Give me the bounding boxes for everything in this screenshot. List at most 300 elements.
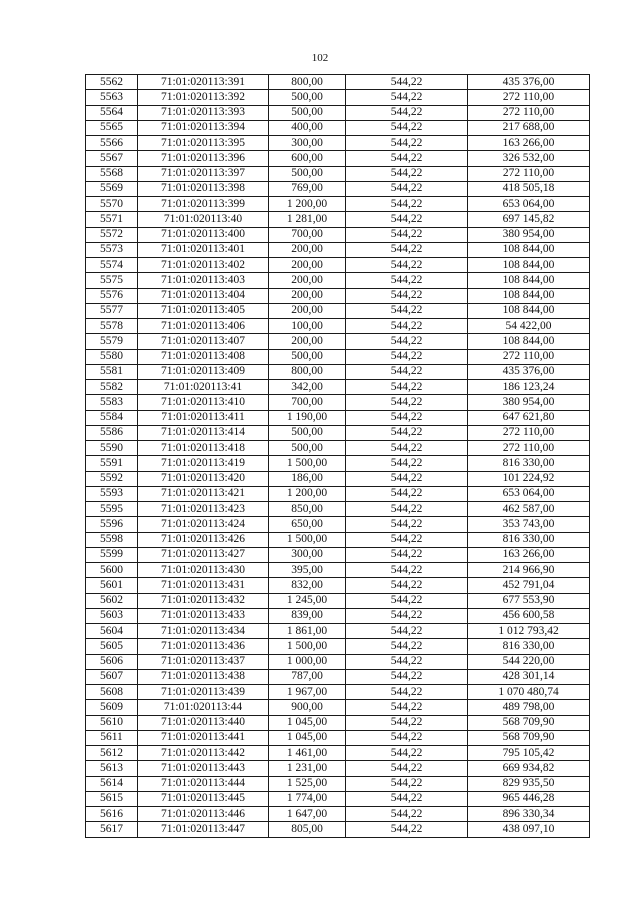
cadastral-value-cell: 54 422,00 (468, 319, 590, 334)
unit-value-cell: 544,22 (346, 166, 468, 181)
unit-value-cell: 544,22 (346, 624, 468, 639)
row-number-cell: 5614 (86, 776, 138, 791)
table-row (86, 181, 590, 196)
unit-value-cell: 544,22 (346, 212, 468, 227)
cadastral-value-cell: 380 954,00 (468, 227, 590, 242)
cadastral-value-cell: 438 097,10 (468, 822, 590, 837)
cadastral-value-cell: 653 064,00 (468, 486, 590, 501)
unit-value-cell: 544,22 (346, 654, 468, 669)
table-body (86, 75, 590, 838)
cadastral-value-cell: 816 330,00 (468, 532, 590, 547)
area-cell: 186,00 (269, 471, 346, 486)
unit-value-cell: 544,22 (346, 822, 468, 837)
area-cell: 500,00 (269, 425, 346, 440)
cadastral-number-cell: 71:01:020113:418 (138, 441, 269, 456)
unit-value-cell: 544,22 (346, 258, 468, 273)
cadastral-value-cell: 418 505,18 (468, 181, 590, 196)
cadastral-number-cell: 71:01:020113:391 (138, 75, 269, 90)
row-number-cell: 5602 (86, 593, 138, 608)
unit-value-cell: 544,22 (346, 90, 468, 105)
cadastral-number-cell: 71:01:020113:423 (138, 502, 269, 517)
table-row (86, 791, 590, 806)
row-number-cell: 5572 (86, 227, 138, 242)
cadastral-value-cell: 816 330,00 (468, 456, 590, 471)
row-number-cell: 5576 (86, 288, 138, 303)
cadastral-number-cell: 71:01:020113:433 (138, 608, 269, 623)
cadastral-value-cell: 1 012 793,42 (468, 624, 590, 639)
unit-value-cell: 544,22 (346, 75, 468, 90)
area-cell: 500,00 (269, 349, 346, 364)
cadastral-value-cell: 568 709,90 (468, 730, 590, 745)
table-row (86, 822, 590, 837)
area-cell: 1 525,00 (269, 776, 346, 791)
area-cell: 1 500,00 (269, 639, 346, 654)
area-cell: 395,00 (269, 563, 346, 578)
area-cell: 200,00 (269, 288, 346, 303)
cadastral-number-cell: 71:01:020113:426 (138, 532, 269, 547)
cadastral-value-cell: 108 844,00 (468, 258, 590, 273)
table-row (86, 730, 590, 745)
area-cell: 1 245,00 (269, 593, 346, 608)
table-row (86, 319, 590, 334)
table-row (86, 669, 590, 684)
area-cell: 1 647,00 (269, 807, 346, 822)
row-number-cell: 5565 (86, 120, 138, 135)
table-row (86, 639, 590, 654)
unit-value-cell: 544,22 (346, 700, 468, 715)
cadastral-number-cell: 71:01:020113:393 (138, 105, 269, 120)
area-cell: 500,00 (269, 166, 346, 181)
unit-value-cell: 544,22 (346, 425, 468, 440)
cadastral-value-cell: 163 266,00 (468, 547, 590, 562)
cadastral-number-cell: 71:01:020113:409 (138, 364, 269, 379)
table-row (86, 486, 590, 501)
row-number-cell: 5592 (86, 471, 138, 486)
row-number-cell: 5607 (86, 669, 138, 684)
row-number-cell: 5570 (86, 197, 138, 212)
row-number-cell: 5603 (86, 608, 138, 623)
cadastral-value-cell: 456 600,58 (468, 608, 590, 623)
row-number-cell: 5616 (86, 807, 138, 822)
unit-value-cell: 544,22 (346, 791, 468, 806)
unit-value-cell: 544,22 (346, 105, 468, 120)
cadastral-number-cell: 71:01:020113:406 (138, 319, 269, 334)
row-number-cell: 5601 (86, 578, 138, 593)
cadastral-value-cell: 653 064,00 (468, 197, 590, 212)
unit-value-cell: 544,22 (346, 730, 468, 745)
unit-value-cell: 544,22 (346, 578, 468, 593)
area-cell: 1 967,00 (269, 685, 346, 700)
cadastral-number-cell: 71:01:020113:441 (138, 730, 269, 745)
row-number-cell: 5611 (86, 730, 138, 745)
row-number-cell: 5596 (86, 517, 138, 532)
row-number-cell: 5562 (86, 75, 138, 90)
area-cell: 200,00 (269, 242, 346, 257)
cadastral-number-cell: 71:01:020113:439 (138, 685, 269, 700)
cadastral-value-cell: 462 587,00 (468, 502, 590, 517)
row-number-cell: 5568 (86, 166, 138, 181)
area-cell: 900,00 (269, 700, 346, 715)
row-number-cell: 5575 (86, 273, 138, 288)
cadastral-value-cell: 435 376,00 (468, 75, 590, 90)
table-row (86, 288, 590, 303)
cadastral-number-cell: 71:01:020113:436 (138, 639, 269, 654)
unit-value-cell: 544,22 (346, 715, 468, 730)
area-cell: 300,00 (269, 547, 346, 562)
unit-value-cell: 544,22 (346, 395, 468, 410)
cadastral-number-cell: 71:01:020113:443 (138, 761, 269, 776)
area-cell: 200,00 (269, 303, 346, 318)
cadastral-value-cell: 428 301,14 (468, 669, 590, 684)
area-cell: 342,00 (269, 380, 346, 395)
cadastral-number-cell: 71:01:020113:432 (138, 593, 269, 608)
cadastral-number-cell: 71:01:020113:420 (138, 471, 269, 486)
cadastral-value-cell: 816 330,00 (468, 639, 590, 654)
cadastral-value-cell: 163 266,00 (468, 136, 590, 151)
table-row (86, 776, 590, 791)
area-cell: 1 200,00 (269, 486, 346, 501)
row-number-cell: 5591 (86, 456, 138, 471)
unit-value-cell: 544,22 (346, 364, 468, 379)
cadastral-number-cell: 71:01:020113:411 (138, 410, 269, 425)
row-number-cell: 5609 (86, 700, 138, 715)
cadastral-number-cell: 71:01:020113:401 (138, 242, 269, 257)
area-cell: 1 774,00 (269, 791, 346, 806)
row-number-cell: 5584 (86, 410, 138, 425)
area-cell: 787,00 (269, 669, 346, 684)
row-number-cell: 5566 (86, 136, 138, 151)
cadastral-value-cell: 544 220,00 (468, 654, 590, 669)
unit-value-cell: 544,22 (346, 242, 468, 257)
table-row (86, 75, 590, 90)
cadastral-value-cell: 108 844,00 (468, 242, 590, 257)
cadastral-number-cell: 71:01:020113:397 (138, 166, 269, 181)
cadastral-number-cell: 71:01:020113:414 (138, 425, 269, 440)
cadastral-value-cell: 380 954,00 (468, 395, 590, 410)
area-cell: 200,00 (269, 334, 346, 349)
cadastral-value-cell: 272 110,00 (468, 425, 590, 440)
unit-value-cell: 544,22 (346, 807, 468, 822)
cadastral-number-cell: 71:01:020113:445 (138, 791, 269, 806)
table-row (86, 761, 590, 776)
cadastral-number-cell: 71:01:020113:44 (138, 700, 269, 715)
table-row (86, 395, 590, 410)
row-number-cell: 5615 (86, 791, 138, 806)
table-row (86, 517, 590, 532)
unit-value-cell: 544,22 (346, 288, 468, 303)
area-cell: 650,00 (269, 517, 346, 532)
table-row (86, 608, 590, 623)
area-cell: 1 861,00 (269, 624, 346, 639)
table-row (86, 410, 590, 425)
unit-value-cell: 544,22 (346, 349, 468, 364)
area-cell: 500,00 (269, 441, 346, 456)
area-cell: 1 200,00 (269, 197, 346, 212)
row-number-cell: 5600 (86, 563, 138, 578)
cadastral-number-cell: 71:01:020113:410 (138, 395, 269, 410)
cadastral-value-cell: 217 688,00 (468, 120, 590, 135)
area-cell: 1 461,00 (269, 746, 346, 761)
cadastral-value-cell: 108 844,00 (468, 334, 590, 349)
unit-value-cell: 544,22 (346, 181, 468, 196)
cadastral-number-cell: 71:01:020113:392 (138, 90, 269, 105)
table-row (86, 700, 590, 715)
table-row (86, 456, 590, 471)
area-cell: 1 281,00 (269, 212, 346, 227)
cadastral-value-cell: 272 110,00 (468, 349, 590, 364)
area-cell: 832,00 (269, 578, 346, 593)
table-row (86, 227, 590, 242)
cadastral-number-cell: 71:01:020113:442 (138, 746, 269, 761)
cadastral-number-cell: 71:01:020113:427 (138, 547, 269, 562)
cadastral-number-cell: 71:01:020113:447 (138, 822, 269, 837)
area-cell: 1 045,00 (269, 730, 346, 745)
unit-value-cell: 544,22 (346, 639, 468, 654)
area-cell: 1 500,00 (269, 456, 346, 471)
unit-value-cell: 544,22 (346, 593, 468, 608)
unit-value-cell: 544,22 (346, 471, 468, 486)
unit-value-cell: 544,22 (346, 685, 468, 700)
unit-value-cell: 544,22 (346, 486, 468, 501)
area-cell: 200,00 (269, 258, 346, 273)
cadastral-number-cell: 71:01:020113:40 (138, 212, 269, 227)
cadastral-value-cell: 435 376,00 (468, 364, 590, 379)
unit-value-cell: 544,22 (346, 410, 468, 425)
area-cell: 839,00 (269, 608, 346, 623)
unit-value-cell: 544,22 (346, 517, 468, 532)
area-cell: 1 231,00 (269, 761, 346, 776)
table-row (86, 685, 590, 700)
cadastral-number-cell: 71:01:020113:444 (138, 776, 269, 791)
row-number-cell: 5617 (86, 822, 138, 837)
table-row (86, 273, 590, 288)
table-row (86, 471, 590, 486)
row-number-cell: 5563 (86, 90, 138, 105)
table-row (86, 349, 590, 364)
cadastral-number-cell: 71:01:020113:399 (138, 197, 269, 212)
cadastral-number-cell: 71:01:020113:408 (138, 349, 269, 364)
unit-value-cell: 544,22 (346, 227, 468, 242)
table-row (86, 334, 590, 349)
unit-value-cell: 544,22 (346, 334, 468, 349)
area-cell: 800,00 (269, 75, 346, 90)
unit-value-cell: 544,22 (346, 608, 468, 623)
cadastral-value-cell: 272 110,00 (468, 166, 590, 181)
table-row (86, 258, 590, 273)
table-row (86, 136, 590, 151)
cadastral-number-cell: 71:01:020113:404 (138, 288, 269, 303)
table-row (86, 90, 590, 105)
cadastral-number-cell: 71:01:020113:405 (138, 303, 269, 318)
row-number-cell: 5606 (86, 654, 138, 669)
row-number-cell: 5567 (86, 151, 138, 166)
unit-value-cell: 544,22 (346, 502, 468, 517)
cadastral-value-cell: 108 844,00 (468, 288, 590, 303)
cadastral-value-cell: 965 446,28 (468, 791, 590, 806)
table-row (86, 547, 590, 562)
unit-value-cell: 544,22 (346, 746, 468, 761)
table-row (86, 242, 590, 257)
table-row (86, 502, 590, 517)
page-number: 102 (311, 52, 329, 64)
unit-value-cell: 544,22 (346, 151, 468, 166)
cadastral-number-cell: 71:01:020113:446 (138, 807, 269, 822)
unit-value-cell: 544,22 (346, 303, 468, 318)
area-cell: 600,00 (269, 151, 346, 166)
row-number-cell: 5564 (86, 105, 138, 120)
unit-value-cell: 544,22 (346, 761, 468, 776)
table-row (86, 563, 590, 578)
unit-value-cell: 544,22 (346, 532, 468, 547)
row-number-cell: 5586 (86, 425, 138, 440)
table-row (86, 654, 590, 669)
unit-value-cell: 544,22 (346, 120, 468, 135)
cadastral-number-cell: 71:01:020113:419 (138, 456, 269, 471)
cadastral-value-cell: 326 532,00 (468, 151, 590, 166)
cadastral-number-cell: 71:01:020113:41 (138, 380, 269, 395)
cadastral-value-cell: 186 123,24 (468, 380, 590, 395)
row-number-cell: 5580 (86, 349, 138, 364)
area-cell: 200,00 (269, 273, 346, 288)
table-row (86, 212, 590, 227)
row-number-cell: 5598 (86, 532, 138, 547)
cadastral-value-cell: 829 935,50 (468, 776, 590, 791)
row-number-cell: 5582 (86, 380, 138, 395)
table-row (86, 746, 590, 761)
table-row (86, 380, 590, 395)
table-row (86, 441, 590, 456)
unit-value-cell: 544,22 (346, 380, 468, 395)
cadastral-number-cell: 71:01:020113:398 (138, 181, 269, 196)
area-cell: 1 500,00 (269, 532, 346, 547)
row-number-cell: 5593 (86, 486, 138, 501)
cadastral-number-cell: 71:01:020113:395 (138, 136, 269, 151)
area-cell: 1 190,00 (269, 410, 346, 425)
cadastral-value-cell: 272 110,00 (468, 90, 590, 105)
cadastral-value-cell: 896 330,34 (468, 807, 590, 822)
cadastral-value-cell: 697 145,82 (468, 212, 590, 227)
cadastral-number-cell: 71:01:020113:407 (138, 334, 269, 349)
table-row (86, 425, 590, 440)
area-cell: 400,00 (269, 120, 346, 135)
cadastral-number-cell: 71:01:020113:400 (138, 227, 269, 242)
table-row (86, 532, 590, 547)
row-number-cell: 5605 (86, 639, 138, 654)
area-cell: 500,00 (269, 90, 346, 105)
cadastral-value-cell: 1 070 480,74 (468, 685, 590, 700)
cadastral-value-cell: 108 844,00 (468, 303, 590, 318)
row-number-cell: 5578 (86, 319, 138, 334)
cadastral-value-cell: 677 553,90 (468, 593, 590, 608)
unit-value-cell: 544,22 (346, 136, 468, 151)
table-row (86, 166, 590, 181)
cadastral-value-cell: 272 110,00 (468, 441, 590, 456)
cadastral-value-cell: 101 224,92 (468, 471, 590, 486)
unit-value-cell: 544,22 (346, 441, 468, 456)
table-row (86, 197, 590, 212)
cadastral-value-cell: 452 791,04 (468, 578, 590, 593)
cadastral-number-cell: 71:01:020113:394 (138, 120, 269, 135)
area-cell: 850,00 (269, 502, 346, 517)
row-number-cell: 5571 (86, 212, 138, 227)
table-row (86, 151, 590, 166)
cadastral-number-cell: 71:01:020113:438 (138, 669, 269, 684)
cadastral-number-cell: 71:01:020113:403 (138, 273, 269, 288)
area-cell: 700,00 (269, 227, 346, 242)
cadastral-value-cell: 353 743,00 (468, 517, 590, 532)
unit-value-cell: 544,22 (346, 547, 468, 562)
area-cell: 700,00 (269, 395, 346, 410)
row-number-cell: 5599 (86, 547, 138, 562)
unit-value-cell: 544,22 (346, 563, 468, 578)
area-cell: 1 000,00 (269, 654, 346, 669)
row-number-cell: 5610 (86, 715, 138, 730)
cadastral-value-cell: 108 844,00 (468, 273, 590, 288)
cadastral-number-cell: 71:01:020113:440 (138, 715, 269, 730)
area-cell: 100,00 (269, 319, 346, 334)
cadastral-value-cell: 647 621,80 (468, 410, 590, 425)
row-number-cell: 5595 (86, 502, 138, 517)
row-number-cell: 5583 (86, 395, 138, 410)
cadastral-number-cell: 71:01:020113:421 (138, 486, 269, 501)
table-row (86, 715, 590, 730)
table-row (86, 364, 590, 379)
unit-value-cell: 544,22 (346, 456, 468, 471)
area-cell: 769,00 (269, 181, 346, 196)
row-number-cell: 5569 (86, 181, 138, 196)
cadastral-number-cell: 71:01:020113:434 (138, 624, 269, 639)
cadastral-value-cell: 795 105,42 (468, 746, 590, 761)
cadastral-value-cell: 669 934,82 (468, 761, 590, 776)
row-number-cell: 5590 (86, 441, 138, 456)
row-number-cell: 5577 (86, 303, 138, 318)
row-number-cell: 5574 (86, 258, 138, 273)
row-number-cell: 5613 (86, 761, 138, 776)
table-row (86, 120, 590, 135)
area-cell: 805,00 (269, 822, 346, 837)
table-row (86, 105, 590, 120)
area-cell: 300,00 (269, 136, 346, 151)
cadastral-number-cell: 71:01:020113:402 (138, 258, 269, 273)
unit-value-cell: 544,22 (346, 669, 468, 684)
table-row (86, 593, 590, 608)
cadastral-value-cell: 214 966,90 (468, 563, 590, 578)
table-row (86, 578, 590, 593)
cadastral-number-cell: 71:01:020113:424 (138, 517, 269, 532)
row-number-cell: 5579 (86, 334, 138, 349)
cadastral-number-cell: 71:01:020113:430 (138, 563, 269, 578)
row-number-cell: 5573 (86, 242, 138, 257)
row-number-cell: 5612 (86, 746, 138, 761)
unit-value-cell: 544,22 (346, 776, 468, 791)
area-cell: 500,00 (269, 105, 346, 120)
table-row (86, 624, 590, 639)
cadastral-value-cell: 272 110,00 (468, 105, 590, 120)
cadastral-number-cell: 71:01:020113:396 (138, 151, 269, 166)
unit-value-cell: 544,22 (346, 319, 468, 334)
cadastral-number-cell: 71:01:020113:431 (138, 578, 269, 593)
cadastral-value-table (85, 74, 590, 838)
unit-value-cell: 544,22 (346, 273, 468, 288)
cadastral-number-cell: 71:01:020113:437 (138, 654, 269, 669)
cadastral-value-cell: 489 798,00 (468, 700, 590, 715)
row-number-cell: 5581 (86, 364, 138, 379)
area-cell: 1 045,00 (269, 715, 346, 730)
table-row (86, 807, 590, 822)
unit-value-cell: 544,22 (346, 197, 468, 212)
cadastral-value-cell: 568 709,90 (468, 715, 590, 730)
area-cell: 800,00 (269, 364, 346, 379)
